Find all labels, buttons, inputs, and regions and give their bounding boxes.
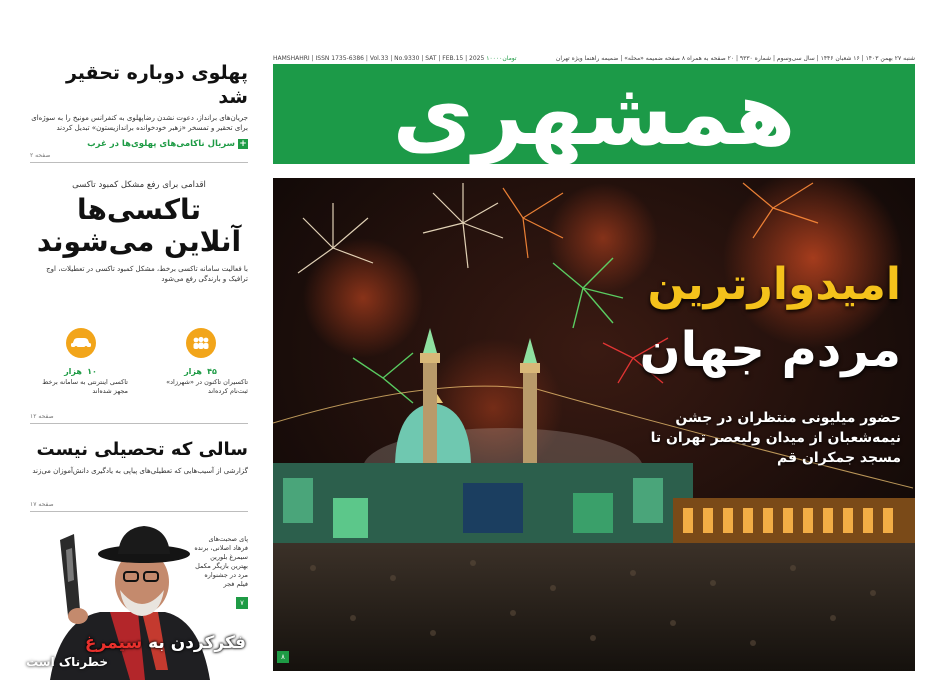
stat-number: ۴۵ هزار <box>184 367 217 376</box>
stat-number: ۱۰ هزار <box>64 367 97 376</box>
newspaper-logo: همشهری <box>392 64 796 164</box>
hero-subhead: حضور میلیونی منتظران در جشن نیمه‌شعبان از میدان ولیعصر تهران تا مسجد جمکران قم <box>650 410 901 466</box>
taxi-headline-2[interactable]: آنلاین می‌شوند <box>36 225 242 258</box>
stat-online-taxis <box>33 328 128 396</box>
hero-page-badge: ۸ <box>277 651 289 663</box>
feature-photo-block[interactable] <box>26 515 248 681</box>
stat-taxi-drivers <box>153 328 248 396</box>
education-headline[interactable]: سالی که تحصیلی نیست <box>36 439 248 460</box>
plus-icon: + <box>239 138 247 149</box>
divider <box>30 162 248 163</box>
education-body: گزارشی از آسیب‌هایی که تعطیلی‌های پیاپی به یادگیری دانش‌آموزان می‌زند <box>32 467 248 475</box>
top-story[interactable] <box>30 61 248 150</box>
left-column <box>26 55 248 675</box>
divider <box>30 423 248 424</box>
taxi-kicker: اقدامی برای رفع مشکل کمبود تاکسی <box>72 180 206 190</box>
related-link[interactable] <box>30 138 248 150</box>
education-story[interactable] <box>30 438 248 476</box>
issue-meta-fa: شنبه ۲۷ بهمن ۱۴۰۳ | ۱۶ شعبان ۱۴۴۶ | سال سی‌وسوم | شماره ۹۳۳۰ | ۲۰ صفحه به همراه ۸ صفحه ضمیمه «محله» | ضمیمه راهنما ویژه تهران <box>555 55 915 62</box>
feature-page-badge: ۷ <box>236 597 248 609</box>
hero-headline-2[interactable]: مردم جهان <box>639 322 901 378</box>
hero-headline-1[interactable]: امیدوارترین <box>647 259 901 310</box>
stat-desc: تاکسیران تاکنون در «شهرزاد» ثبت‌نام کرده‌اند <box>166 378 248 395</box>
feature-title-2[interactable]: خطرناک است <box>26 655 108 669</box>
taxi-story[interactable] <box>30 180 248 284</box>
taxi-body: با فعالیت سامانه تاکسی برخط، مشکل کمبود تاکسی در تعطیلات، اوج ترافیک و بارندگی رفع می‌شود <box>46 265 248 283</box>
top-story-headline[interactable]: پهلوی دوباره تحقیر شد <box>65 62 248 108</box>
hero-story[interactable] <box>273 178 915 671</box>
page-ref: صفحه ۱۲ <box>30 413 54 420</box>
divider <box>30 511 248 512</box>
taxi-headline-1[interactable]: تاکسی‌ها <box>76 193 202 226</box>
car-icon <box>66 328 96 358</box>
related-link-text: سریال ناکامی‌های پهلوی‌ها در غرب <box>87 139 235 149</box>
stat-desc: تاکسی اینترنتی به سامانه برخط مجهز شده‌اند <box>42 378 128 395</box>
feature-caption: پای صحبت‌های فرهاد اصلانی، برنده سیمرغ بلورین بهترین بازیگر مکمل مرد در جشنواره فیلم فجر <box>194 535 248 588</box>
feature-title[interactable]: فکرکردن به سیمرغ <box>84 633 246 653</box>
page-ref: صفحه ۱۷ <box>30 501 54 508</box>
issue-meta-en: HAMSHAHRI | ISSN 1735-6386 | Vol.33 | No.9330 | SAT | FEB.15 | 2025 ۱۰۰۰۰تومان <box>273 55 517 62</box>
masthead[interactable] <box>273 64 915 164</box>
people-icon <box>186 328 216 358</box>
top-story-body: جریان‌های برانداز، دعوت نشدن رضاپهلوی به کنفرانس مونیخ را به سوژه‌ای برای تحقیر و تمسخر «زهبر خودخوانده براندازیستون» تبدیل کردند <box>31 114 248 132</box>
page-ref: صفحه ۲ <box>30 152 51 159</box>
